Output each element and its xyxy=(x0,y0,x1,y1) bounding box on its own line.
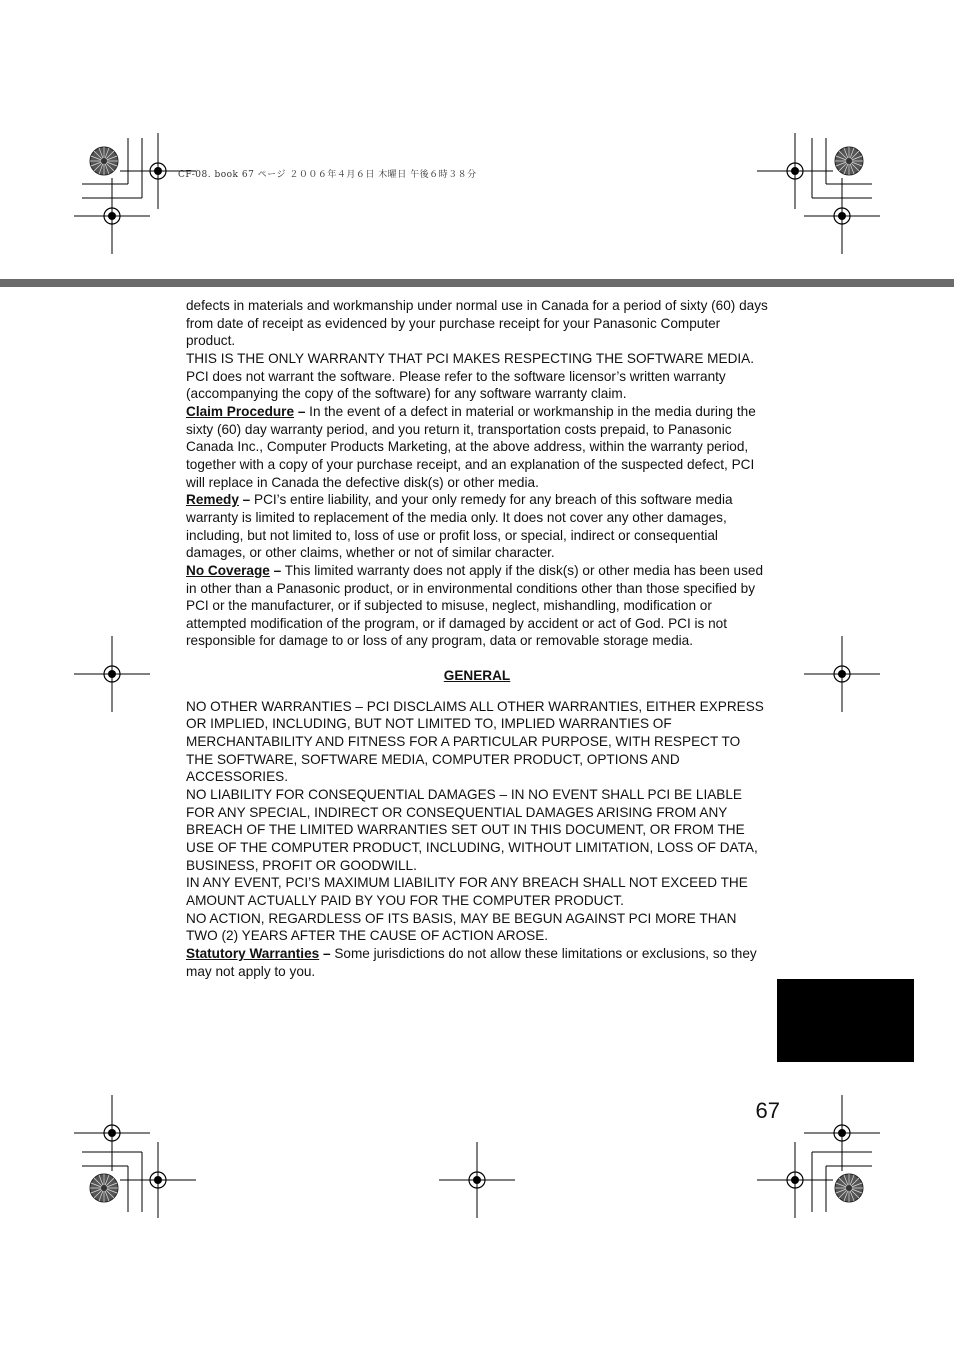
chapter-side-tab xyxy=(777,979,914,1062)
paragraph-no-coverage xyxy=(186,562,768,650)
color-burst-icon xyxy=(835,1174,863,1202)
paragraph-maximum-liability: IN ANY EVENT, PCI’S MAXIMUM LIABILITY FOR ANY BREACH SHALL NOT EXCEED THE AMOUNT ACTUALLY PAID BY YOU FOR THE COMPUTER PRODUCT. xyxy=(186,875,748,908)
color-burst-icon xyxy=(90,147,118,175)
statutory-warranties-text: Some jurisdictions do not allow these limitations or exclusions, so they may not apply to you. xyxy=(186,945,757,979)
paragraph-no-action: NO ACTION, REGARDLESS OF ITS BASIS, MAY BE BEGUN AGAINST PCI MORE THAN TWO (2) YEARS AFTER THE CAUSE OF ACTION AROSE. xyxy=(186,910,737,944)
paragraph-defects: defects in materials and workmanship under normal use in Canada for a period of sixty (60) days from date of receipt as evidenced by your purchase receipt for your Panasonic Computer product. xyxy=(186,298,768,349)
color-burst-icon xyxy=(90,1174,118,1202)
registration-mark-icon xyxy=(439,1142,515,1218)
registration-mark-icon xyxy=(804,178,880,254)
registration-mark-icon xyxy=(74,636,150,712)
no-coverage-text: This limited warranty does not apply if the disk(s) or other media has been used in other than a Panasonic product, or in environmental conditions other than those specified by PCI or the manufacturer, or if subjected to misuse, neglect, mishandling, modification or attempted modification of the program, or if damaged by accident or act of God. PCI is not responsible for damage to or loss of any program, data or removable storage media. xyxy=(186,562,764,649)
registration-mark-icon xyxy=(804,1095,880,1171)
warranty-body xyxy=(186,297,768,980)
book-print-header: CF-08. book 67 ページ ２００６年４月６日 木曜日 午後６時３８分 xyxy=(178,170,477,180)
registration-mark-icon xyxy=(74,178,150,254)
remedy-text: PCI’s entire liability, and your only remedy for any breach of this software media warranty is limited to replacement of the media only. It does not cover any other damages, including, but not limited to, loss of use or profit loss, or special, indirect or consequential damages, or other claims, whether or not of similar character. xyxy=(186,492,733,561)
term-no-coverage: No Coverage xyxy=(186,562,270,578)
registration-mark-icon xyxy=(120,1142,196,1218)
paragraph-claim-procedure xyxy=(186,403,768,491)
term-dash: – xyxy=(242,492,251,508)
paragraph-no-liability: NO LIABILITY FOR CONSEQUENTIAL DAMAGES – IN NO EVENT SHALL PCI BE LIABLE FOR ANY SPECIAL, INDIRECT OR CONSEQUENTIAL DAMAGES ARISING FROM ANY BREACH OF THE LIMITED WARRANTIES SET OUT IN THIS DOCUMENT, OR FROM THE USE OF THE COMPUTER PRODUCT, INCLUDING, WITHOUT LIMITATION, LOSS OF DATA, BUSINESS, PROFIT OR GOODWILL. xyxy=(186,787,758,873)
term-dash: – xyxy=(297,403,306,419)
registration-mark-icon xyxy=(74,1095,150,1171)
term-statutory-warranties: Statutory Warranties xyxy=(186,945,320,961)
section-heading-general: GENERAL xyxy=(443,668,511,684)
registration-mark-icon xyxy=(757,1142,833,1218)
header-rule xyxy=(0,279,954,287)
term-dash: – xyxy=(322,945,331,961)
term-claim-procedure: Claim Procedure xyxy=(186,403,295,419)
color-burst-icon xyxy=(835,147,863,175)
paragraph-only-warranty: THIS IS THE ONLY WARRANTY THAT PCI MAKES RESPECTING THE SOFTWARE MEDIA. PCI does not warrant the software. Please refer to the software licensor’s written warranty (accompanying the copy of the software) for any software warranty claim. xyxy=(186,350,755,402)
paragraph-no-other-warranties: NO OTHER WARRANTIES – PCI DISCLAIMS ALL OTHER WARRANTIES, EITHER EXPRESS OR IMPLIED, INCLUDING, BUT NOT LIMITED TO, IMPLIED WARRANTIES OF MERCHANTABILITY AND FITNESS FOR A PARTICULAR PURPOSE, WITH RESPECT TO THE SOFTWARE, SOFTWARE MEDIA, COMPUTER PRODUCT, OPTIONS AND ACCESSORIES. xyxy=(186,698,764,785)
registration-mark-icon xyxy=(804,636,880,712)
paragraph-statutory-warranties xyxy=(186,945,768,980)
term-dash: – xyxy=(273,562,282,578)
claim-procedure-text: In the event of a defect in material or workmanship in the media during the sixty (60) day warranty period, and you return it, transportation costs prepaid, to Panasonic Canada Inc., Computer Products Marketing, at the above address, within the warranty period, together with a copy of your purchase receipt, and an explanation of the suspected defect, PCI will replace in Canada the defective disk(s) or other media. xyxy=(186,403,756,490)
term-remedy: Remedy xyxy=(186,492,239,508)
paragraph-remedy xyxy=(186,491,768,562)
page-number: 67 xyxy=(755,1098,780,1123)
